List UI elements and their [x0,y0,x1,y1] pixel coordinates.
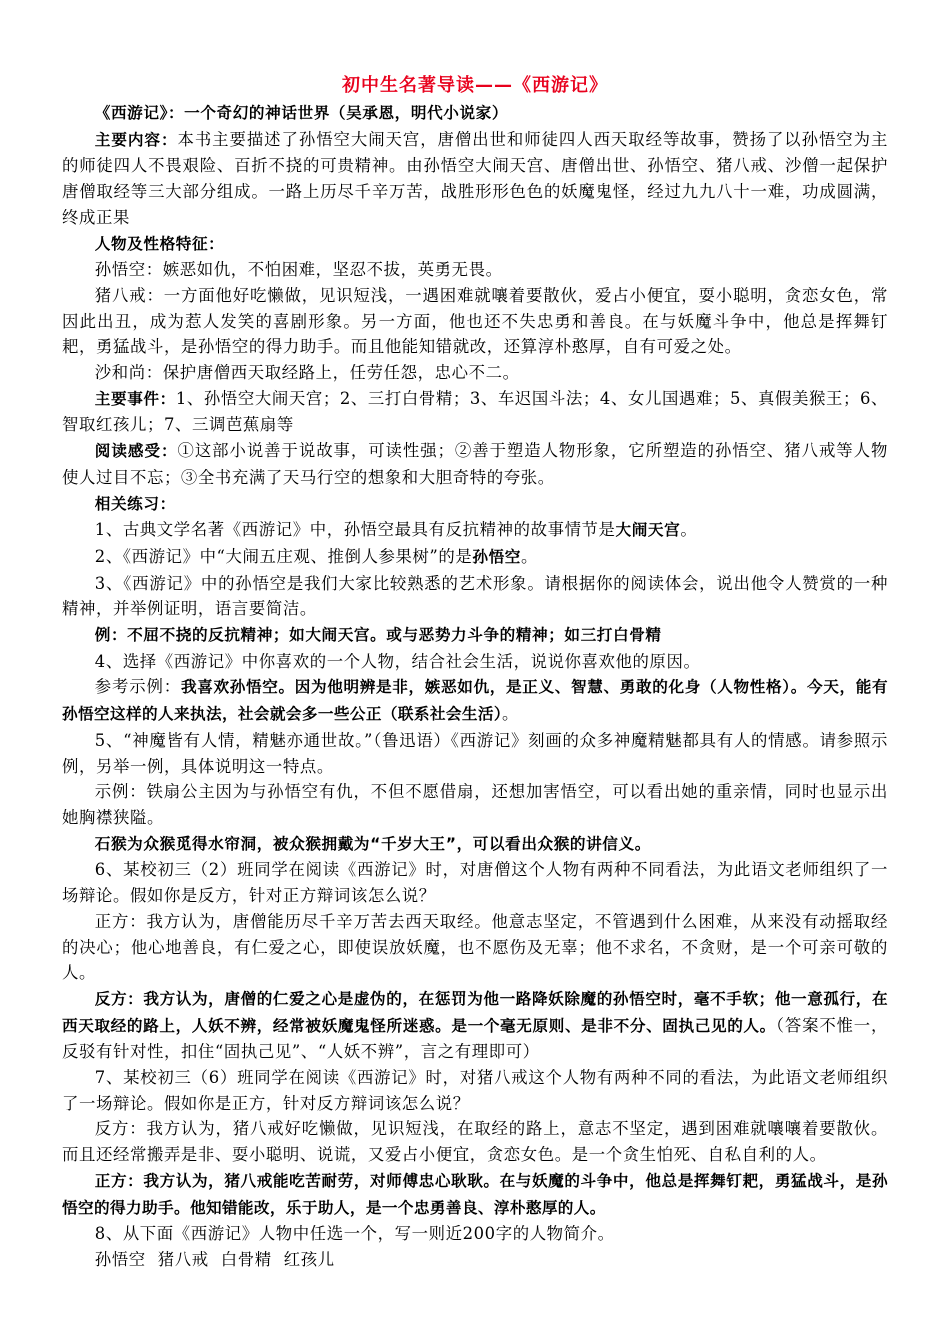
exercises-heading [62,491,888,518]
character-zhu: 猪八戒：一方面他好吃懒做，见识短浅，一遇困难就嚷着要散伙，爱占小便宜，耍小聪明，贪恋女色，常因此出丑，成为惹人发笑的喜剧形象。另一方面，他也还不失忠勇和善良。在与妖魔斗争中，他总是挥舞钉耙，勇猛战斗，是孙悟空的得力助手。而且他能知错就改，还算淳朴憨厚，自有可爱之处。 [62,285,888,357]
q3-answer-paragraph [62,622,888,649]
question-5: 5、“神魔皆有人情，精魅亦通世故。”（鲁迅语）《西游记》刻画的众多神魔精魅都具有人的情感。请参照示例，另举一例，具体说明这一特点。 [62,730,888,776]
character-sun: 孙悟空：嫉恶如仇，不怕困难，坚忍不拔，英勇无畏。 [94,260,503,280]
q5-answer: 石猴为众猴觅得水帘洞，被众猴拥戴为“千岁大王”，可以看出众猴的讲信义。 [94,834,651,853]
feelings-paragraph [62,438,888,490]
q3-answer: 例：不屈不挠的反抗精神；如大闹天宫。或与恶势力斗争的精神；如三打白骨精 [94,626,662,645]
document-page [62,72,888,1273]
events-text: 1、孙悟空大闹天宫；2、三打白骨精；3、车迟国斗法；4、女儿国遇难；5、真假美猴王；6、智取红孩儿；7、三调芭蕉扇等 [62,388,888,435]
q4-prefix: 参考示例： [94,677,182,697]
question-8: 8、从下面《西游记》人物中任选一个，写一则近200字的人物简介。 [94,1224,615,1244]
events-paragraph [62,386,888,438]
subtitle-text: 《西游记》：一个奇幻的神话世界（吴承恩，明代小说家） [94,104,509,122]
q4-answer-paragraph [62,674,888,727]
page-title: 初中生名著导读——《西游记》 [342,75,608,96]
question-2 [62,544,888,571]
q7-answer: 正方：我方认为，猪八戒能吃苦耐劳，对师傅忠心耿耿。在与妖魔的斗争中，他总是挥舞钉耙，勇猛战斗，是孙悟空的得力助手。他知错能改，乐于助人，是一个忠勇善良、淳朴憨厚的人。 [62,1171,888,1217]
q8-name-3: 白骨精 [220,1249,272,1269]
q4-answer: 我喜欢孙悟空。因为他明辨是非，嫉恶如仇，是正义、智慧、勇敢的化身（人物性格）。今天，能有孙悟空这样的人来执法，社会就会多一些公正（联系社会生活） [62,678,889,724]
question-4: 4、选择《西游记》中你喜欢的一个人物，结合社会生活，说说你喜欢他的原因。 [94,651,701,671]
events-label: 主要事件： [94,389,176,408]
question-7: 7、某校初三（6）班同学在阅读《西游记》时，对猪八戒这个人物有两种不同的看法，为此语文老师组织了一场辩论。假如你是正方，针对反方辩词该怎么说？ [62,1068,888,1113]
q8-name-1: 孙悟空 [94,1249,146,1269]
question-1 [62,517,888,544]
q6-answer: 反方：我方认为，唐僧的仁爱之心是虚伪的，在惩罚为他一路降妖除魔的孙悟空时，毫不手软；他一意孤行，在西天取经的路上，人妖不辨，经常被妖魔鬼怪所迷惑。是一个毫无原则、是非不分、固执己见的人。 [62,989,888,1035]
character-sha: 沙和尚：保护唐僧西天取经路上，任劳任怨，忠心不二。 [94,363,520,383]
q7-con: 反方：我方认为，猪八戒好吃懒做，见识短浅，在取经的路上，意志不坚定，遇到困难就嚷嚷着要散伙。而且还经常搬弄是非、耍小聪明、说谎，又爱占小便宜，贪恋女色。是一个贪生怕死、自私自利的人。 [62,1119,888,1165]
q5-example: 示例：铁扇公主因为与孙悟空有仇，不但不愿借扇，还想加害悟空，可以看出她的重亲情，同时也显示出她胸襟狭隘。 [62,782,888,827]
exercises-label: 相关练习： [94,494,176,513]
main-content-text: 本书主要描述了孙悟空大闹天宫，唐僧出世和师徒四人西天取经等故事，赞扬了以孙悟空为主的师徒四人不畏艰险、百折不挠的可贵精神。由孙悟空大闹天宫、唐僧出世、孙悟空、猪八戒、沙僧一起保护唐僧取经等三大部分组成。一路上历尽千辛万苦，战胜形形色色的妖魔鬼怪，经过九九八十一难，功成圆满，终成正果 [62,129,888,227]
question-6: 6、某校初三（2）班同学在阅读《西游记》时，对唐僧这个人物有两种不同看法，为此语文老师组织了一场辩论。假如你是反方，针对正方辩词该怎么说？ [62,860,888,906]
q6-answer-paragraph [62,986,888,1065]
q8-names [62,1247,888,1273]
main-content-label: 主要内容： [94,130,178,149]
q2-end: 。 [520,546,538,566]
q2-text: 2、《西游记》中“大闹五庄观、推倒人参果树”的是 [94,546,473,566]
q1-text: 1、古典文学名著《西游记》中，孙悟空最具有反抗精神的故事情节是 [94,520,616,540]
feelings-label: 阅读感受： [94,442,178,461]
q6-note: （答案不惟一，反驳有针对性，扣住“固执己见”、“人妖不辨”，言之有理即可） [62,1015,888,1062]
characters-label: 人物及性格特征： [94,234,225,253]
q8-name-4: 红孩儿 [283,1249,335,1269]
question-3: 3、《西游记》中的孙悟空是我们大家比较熟悉的艺术形象。请根据你的阅读体会，说出他令人赞赏的一种精神，并举例证明，语言要简洁。 [62,573,888,619]
main-content-paragraph [62,127,888,231]
q1-end: 。 [680,520,698,540]
q8-name-2: 猪八戒 [157,1249,209,1269]
q6-pro: 正方：我方认为，唐僧能历尽千辛万苦去西天取经。他意志坚定，不管遇到什么困难，从来没有动摇取经的决心；他心地善良，有仁爱之心，即使误放妖魔，也不愿伤及无辜；他不求名，不贪财，是一个可亲可敬的人。 [62,911,888,983]
q4-end: 。 [502,704,520,724]
q7-answer-paragraph [62,1168,888,1221]
q2-answer: 孙悟空 [472,547,521,566]
q5-answer-paragraph [62,831,888,858]
characters-heading [62,231,888,258]
subtitle [62,100,888,127]
feelings-text: ①这部小说善于说故事，可读性强；②善于塑造人物形象，它所塑造的孙悟空、猪八戒等人物使人过目不忘；③全书充满了天马行空的想象和大胆奇特的夸张。 [62,441,888,487]
q1-answer: 大闹天宫 [615,521,681,540]
